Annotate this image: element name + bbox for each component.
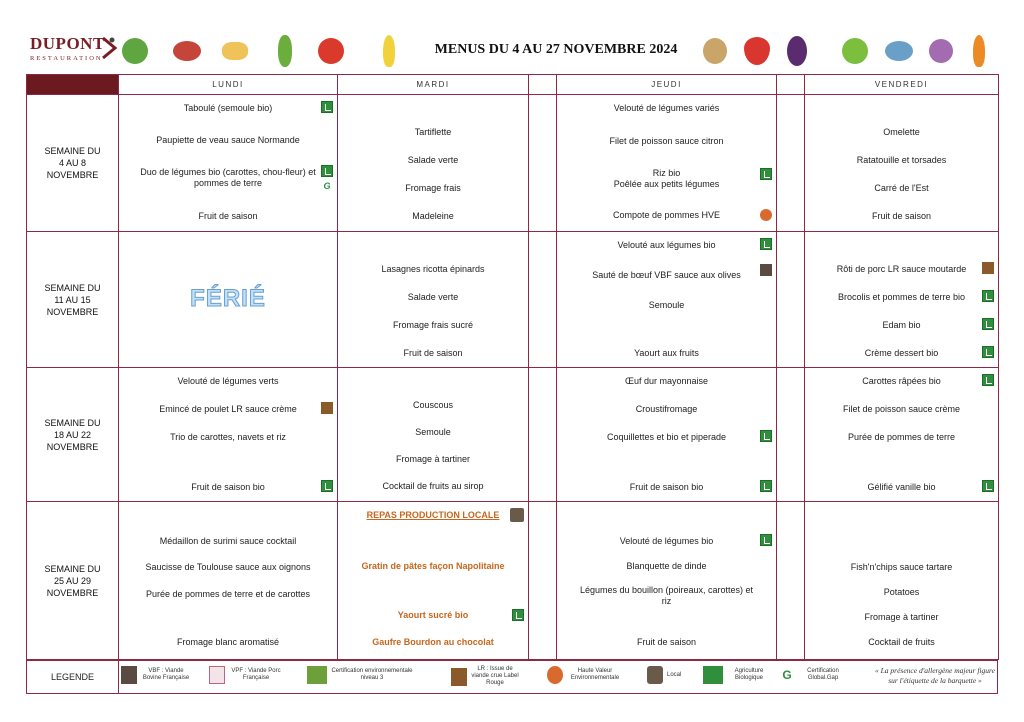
holiday-label: FÉRIÉ (190, 285, 266, 312)
week-label: SEMAINE DU 11 AU 15 NOVEMBRE (27, 232, 119, 368)
bio-icon (982, 318, 994, 330)
eggplant-icon (780, 32, 814, 70)
menu-item: Velouté de légumes verts (177, 375, 279, 386)
day-cell-jeudi (557, 502, 777, 660)
day-cell-vendredi (805, 232, 999, 368)
header-corner (27, 75, 119, 95)
menu-item: Fruit de saison (871, 210, 932, 221)
day-cell-mardi (338, 368, 529, 502)
allergen-note: « La présence d'allergène majeur figure sur l'étiquette de la barquette » (875, 666, 995, 685)
page-title: MENUS DU 4 AU 27 NOVEMBRE 2024 (434, 42, 678, 57)
week-row (27, 95, 999, 232)
spacer-cell (777, 232, 805, 368)
bio-icon (512, 609, 524, 621)
legend (26, 660, 998, 694)
menu-item: Fish'n'chips sauce tartare (850, 561, 953, 572)
bio-icon (321, 101, 333, 113)
menu-item: Lasagnes ricotta épinards (381, 263, 485, 274)
menu-item: Madeleine (412, 210, 454, 221)
spacer-cell (529, 232, 557, 368)
menu-item: Médaillon de surimi sauce cocktail (159, 535, 297, 546)
tomato-chef-icon (314, 32, 348, 70)
menu-item: Salade verte (407, 291, 459, 302)
strawberry-icon (740, 32, 774, 70)
menu-item: Légumes du bouillon (poireaux, carottes) et riz (579, 584, 754, 606)
menu-item: Potatoes (883, 586, 920, 597)
week-label: SEMAINE DU 4 AU 8 NOVEMBRE (27, 95, 119, 232)
menu-item: Taboulé (semoule bio) (123, 97, 333, 119)
week-label: SEMAINE DU 18 AU 22 NOVEMBRE (27, 368, 119, 502)
banana-icon (372, 32, 406, 70)
menu-item: Fromage blanc aromatisé (176, 637, 280, 648)
menu-item-local-highlight: REPAS PRODUCTION LOCALE (342, 504, 524, 526)
legend-item-label-rouge: LR : Issue de viande crue Label Rouge (451, 666, 519, 687)
bio-icon (760, 168, 772, 180)
menu-item: Velouté de légumes variés (613, 102, 720, 113)
menu-item: Yaourt aux fruits (634, 347, 699, 358)
menu-item: Filet de poisson sauce crème (842, 403, 961, 414)
menu-item: Paupiette de veau sauce Normande (156, 134, 300, 145)
logo-mark-icon (100, 36, 118, 60)
menu-item: Couscous (412, 399, 454, 410)
menu-item: Fromage à tartiner (395, 454, 471, 465)
bio-icon (982, 346, 994, 358)
menu-item: Gélifié vanille bio (809, 476, 994, 498)
menu-item: Riz bio Poêlée aux petits légumes (561, 164, 772, 194)
day-cell-mardi (338, 232, 529, 368)
day-cell-mardi (338, 502, 529, 660)
legend-item-hve: Haute Valeur Environnementale (547, 666, 623, 684)
menu-item: Sauté de bœuf VBF sauce aux olives (561, 260, 772, 290)
bio-icon (982, 290, 994, 302)
menu-item: Fruit de saison bio (561, 476, 772, 498)
menu-item: Carré de l'Est (874, 182, 929, 193)
global-gap-icon: G (323, 181, 331, 191)
menu-item: Velouté aux légumes bio (561, 234, 772, 256)
menu-item: Rôti de porc LR sauce moutarde (809, 258, 994, 280)
menu-item: Duo de légumes bio (carottes, chou-fleur) et pommes de terre G (123, 161, 333, 195)
menu-item: Semoule (648, 299, 685, 310)
menu-item: Fruit de saison (636, 637, 697, 648)
logo-sub-text: RESTAURATION (30, 55, 103, 62)
label-rouge-icon (451, 668, 467, 686)
week-row (27, 232, 999, 368)
menu-item: Cocktail de fruits (868, 637, 935, 648)
apple-icon (838, 32, 872, 70)
vbf-icon (760, 264, 772, 276)
legend-item-cert-env: Certification environnementale niveau 3 (307, 666, 413, 684)
day-cell-lundi (119, 502, 338, 660)
day-cell-jeudi (557, 368, 777, 502)
menu-item: Velouté de légumes bio (561, 530, 772, 552)
legend-item-local: Local (647, 666, 681, 684)
logo-main-text: DUPONT (30, 34, 105, 53)
spacer-cell (777, 368, 805, 502)
menu-item: Œuf dur mayonnaise (624, 375, 709, 386)
vpf-icon (209, 666, 225, 684)
turnip-icon (924, 32, 958, 70)
bio-icon (760, 238, 772, 250)
vbf-icon (121, 666, 137, 684)
week-row (27, 502, 999, 660)
menu-item: Purée de pommes de terre et de carottes (145, 588, 311, 599)
menu-item: Coquillettes et bio et piperade (561, 426, 772, 448)
menu-item: Croustifromage (635, 403, 698, 414)
header (26, 28, 998, 74)
bio-icon (982, 480, 994, 492)
menu-item: Carottes râpées bio (809, 370, 994, 392)
menu-item: Cocktail de fruits au sirop (382, 481, 484, 492)
spacer-cell (529, 95, 557, 232)
potato-icon (698, 32, 732, 70)
local-pin-icon (510, 508, 524, 522)
day-header-spacer (777, 75, 805, 95)
bio-icon (703, 666, 723, 684)
dupont-logo (30, 34, 122, 70)
global-gap-icon: G (782, 668, 792, 682)
day-cell-jeudi (557, 232, 777, 368)
menu-item: Fromage à tartiner (864, 612, 939, 623)
pea-pod-icon (268, 32, 302, 70)
menu-table (26, 74, 999, 660)
label-rouge-icon (321, 402, 333, 414)
menu-item: Tartiflette (414, 126, 452, 137)
spacer-cell (777, 502, 805, 660)
menu-item: Compote de pommes HVE (561, 205, 772, 227)
day-cell-vendredi (805, 368, 999, 502)
spacer-cell (777, 95, 805, 232)
hve-icon (760, 209, 772, 221)
legend-item-global-gap: G Certification Global.Gap (779, 666, 847, 684)
week-row (27, 368, 999, 502)
menu-item: Omelette (883, 126, 920, 137)
menu-item: Yaourt sucré bio (342, 605, 524, 627)
week-label: SEMAINE DU 25 AU 29 NOVEMBRE (27, 502, 119, 660)
day-cell-lundi (119, 368, 338, 502)
menu-item: Ratatouille et torsades (856, 154, 947, 165)
spacer-cell (529, 502, 557, 660)
legend-item-vbf: VBF : Viande Bovine Française (121, 666, 191, 684)
menu-item: Crème dessert bio (809, 342, 994, 364)
cert-env-icon (307, 666, 327, 684)
bio-icon (321, 165, 333, 177)
hve-icon (547, 666, 563, 684)
menu-item: Saucisse de Toulouse sauce aux oignons (145, 562, 311, 573)
menu-item: Blanquette de dinde (626, 560, 707, 571)
menu-item: Edam bio (809, 314, 994, 336)
menu-item: Semoule (415, 426, 451, 437)
menu-item: Emincé de poulet LR sauce crème (123, 398, 333, 420)
day-cell-vendredi (805, 95, 999, 232)
spacer-cell (529, 368, 557, 502)
label-rouge-icon (982, 262, 994, 274)
meat-icon (170, 32, 204, 70)
menu-item: Fruit de saison (198, 210, 258, 221)
day-cell-vendredi (805, 502, 999, 660)
legend-item-bio: Agriculture Biologique (703, 666, 771, 684)
bio-icon (760, 430, 772, 442)
day-cell-lundi (119, 95, 338, 232)
menu-item: Salade verte (407, 154, 459, 165)
fish-icon (882, 32, 916, 70)
day-cell-jeudi (557, 95, 777, 232)
menu-item: Gaufre Bourdon au chocolat (372, 637, 494, 648)
pasta-icon (218, 32, 252, 70)
menu-item: Filet de poisson sauce citron (609, 135, 724, 146)
menu-item: Fromage frais (405, 182, 461, 193)
day-header-lundi: LUNDI (119, 75, 338, 95)
day-header-vendredi: VENDREDI (805, 75, 999, 95)
day-header-jeudi: JEUDI (557, 75, 777, 95)
day-cell-mardi (338, 95, 529, 232)
day-cell-lundi (119, 232, 338, 368)
menu-item: Brocolis et pommes de terre bio (809, 286, 994, 308)
day-header-mardi: MARDI (338, 75, 529, 95)
menu-item: Gratin de pâtes façon Napolitaine (361, 560, 505, 571)
carrot-icon (962, 32, 996, 70)
menu-item: Fromage frais sucré (392, 319, 474, 330)
day-header-spacer (529, 75, 557, 95)
menu-item: Fruit de saison bio (123, 476, 333, 498)
menu-item: Trio de carottes, navets et riz (170, 431, 286, 442)
menu-item: Purée de pommes de terre (847, 431, 956, 442)
broccoli-icon (118, 32, 152, 70)
bio-icon (321, 480, 333, 492)
legend-item-vpf: VPF : Viande Porc Française (209, 666, 283, 684)
bio-icon (982, 374, 994, 386)
menu-item: Fruit de saison (403, 347, 463, 358)
legend-title: LEGENDE (27, 661, 119, 693)
local-pin-icon (647, 666, 663, 684)
bio-icon (760, 534, 772, 546)
bio-icon (760, 480, 772, 492)
